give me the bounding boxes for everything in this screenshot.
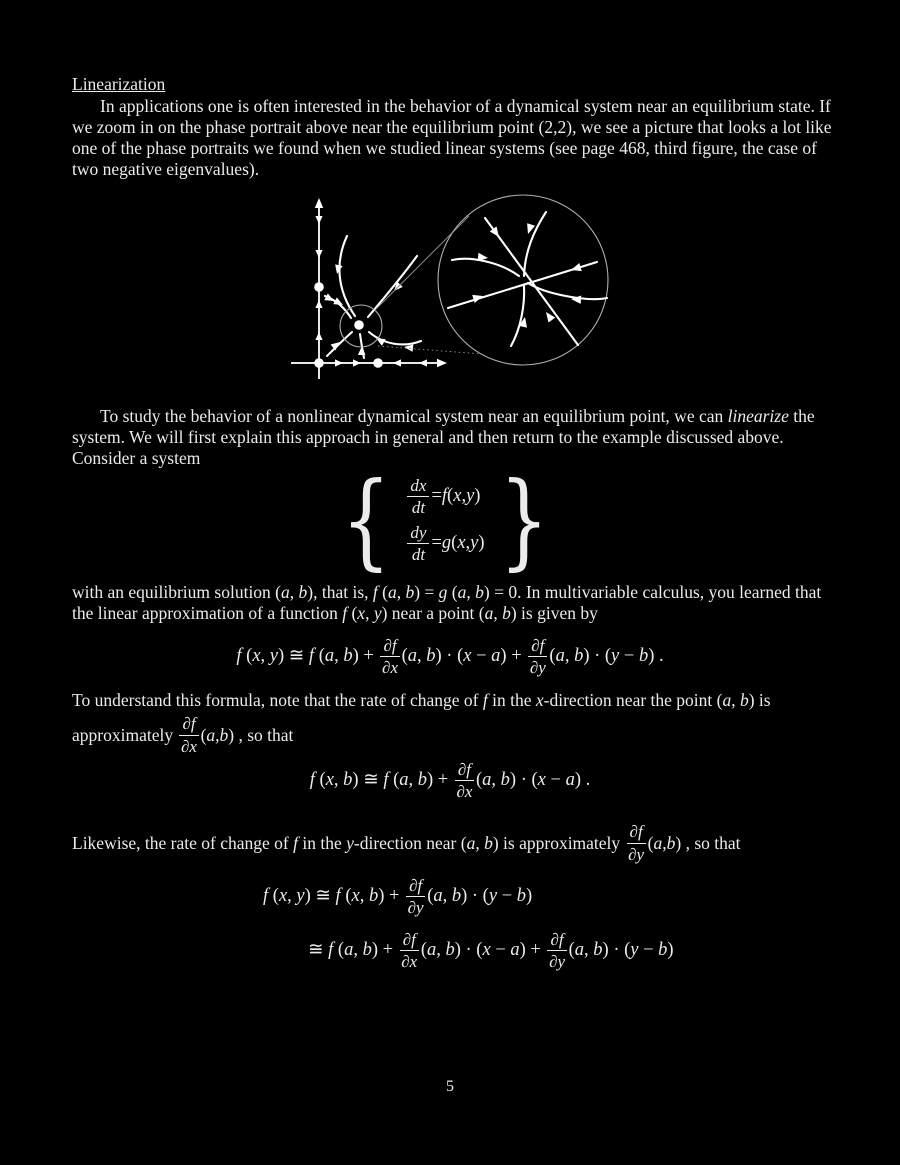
flow-arrow-icon [331, 339, 343, 351]
flow-arrow-icon [393, 359, 401, 366]
zoom-connector-line [376, 216, 469, 309]
y-axis-arrow-icon [315, 198, 323, 208]
page-number: 5 [446, 1078, 454, 1095]
paragraph-x-direction-line2: approximately $\frac{\partial f}{\partial x}$ ( a , b ) , so that [72, 714, 294, 756]
trajectory [528, 283, 607, 299]
ode-system [0, 459, 890, 581]
formula-y-approximation-line2: ≅ f (a, b) + $\frac{\partial f}{\partial x}$ (a, b) · (x − a) + $\frac{\partial f}{\partial y}$ (a, b) · (y − b) [308, 930, 674, 972]
section-title: Linearization [72, 74, 166, 94]
trajectory [524, 212, 546, 276]
flow-arrow-icon [333, 264, 342, 274]
flow-arrow-icon [335, 359, 343, 366]
right-brace: } [498, 459, 549, 581]
equilibrium-dot-origin [314, 358, 324, 368]
trajectory [452, 259, 519, 276]
left-brace: { [341, 459, 392, 581]
phase-portrait-figure [275, 190, 615, 390]
trajectories [324, 236, 421, 358]
paragraph-x-direction-line1: To understand this formula, note that the rate of change of f in the x-direction near the point (a, b) is [72, 690, 771, 710]
paragraph-intro: In applications one is often interested in the behavior of a dynamical system near an equilibrium state. If we zoom in on the phase portrait above near the equilibrium point (2,2), we see a picture that looks a lot like one of the phase portraits we found when we studied linear systems (see page 468, third figure, the case of two negative eigenvalues). [72, 96, 832, 179]
flow-arrow-icon [570, 263, 582, 274]
paragraph-linearize: To study the behavior of a nonlinear dynamical system near an equilibrium point, we can linearize the system. We will first explain this approach in general and then return to the example discussed above. Consider a system [72, 406, 815, 468]
formula-y-approximation-line1: f (x, y) ≅ f (x, b) + $\frac{\partial f}{\partial y}$ (a, b) · (y − b) [263, 876, 533, 918]
trajectory [368, 256, 417, 317]
formula-x-approximation: f (x, b) ≅ f (a, b) + $\frac{\partial f}{\partial x}$ (a, b) · (x − a) . [309, 760, 591, 802]
formula-linear-approximation: f (x, y) ≅ f (a, b) + $\frac{\partial f}{\partial x}$ (a, b) · (x − a) + $\frac{\partial f}{\partial y}$ (a, b) · (y − b) . [236, 636, 664, 678]
zoom-connector-line-dotted [378, 346, 482, 354]
magnified-circle [438, 195, 608, 365]
equilibrium-dot-interior [354, 320, 364, 330]
trajectory [511, 285, 524, 346]
flow-arrow-icon [315, 216, 322, 224]
ode-dy: $\frac{dy}{dt}$ = g ( x , y ) [405, 523, 484, 564]
paragraph-y-direction: Likewise, the rate of change of f in the y -direction near ( a , b ) is approximately $\frac{\partial f}{\partial y}$ ( a , b ) , so that [72, 822, 741, 864]
paragraph-x-direction [72, 690, 832, 759]
paragraph-equilibrium: with an equilibrium solution (a, b), that is, f (a, b) = g (a, b) = 0. In multivariable calculus, you learned that the linear approximation of a function f (x, y) near a point (a, b) is given by [72, 582, 822, 623]
magnified-view [438, 195, 608, 365]
equilibrium-dot-y-axis [314, 282, 324, 292]
axes [291, 198, 447, 379]
x-axis-arrow-icon [437, 359, 447, 367]
equilibrium-dot-x-axis [373, 358, 383, 368]
flow-arrow-icon [353, 359, 361, 366]
ode-dx: $\frac{dx}{dt}$ = f ( x , y ) [405, 476, 480, 517]
flow-arrow-icon [315, 300, 322, 308]
flow-arrow-icon [419, 359, 427, 366]
flow-arrow-icon [315, 250, 322, 258]
trajectory [327, 332, 352, 356]
flow-arrow-icon [315, 332, 322, 340]
